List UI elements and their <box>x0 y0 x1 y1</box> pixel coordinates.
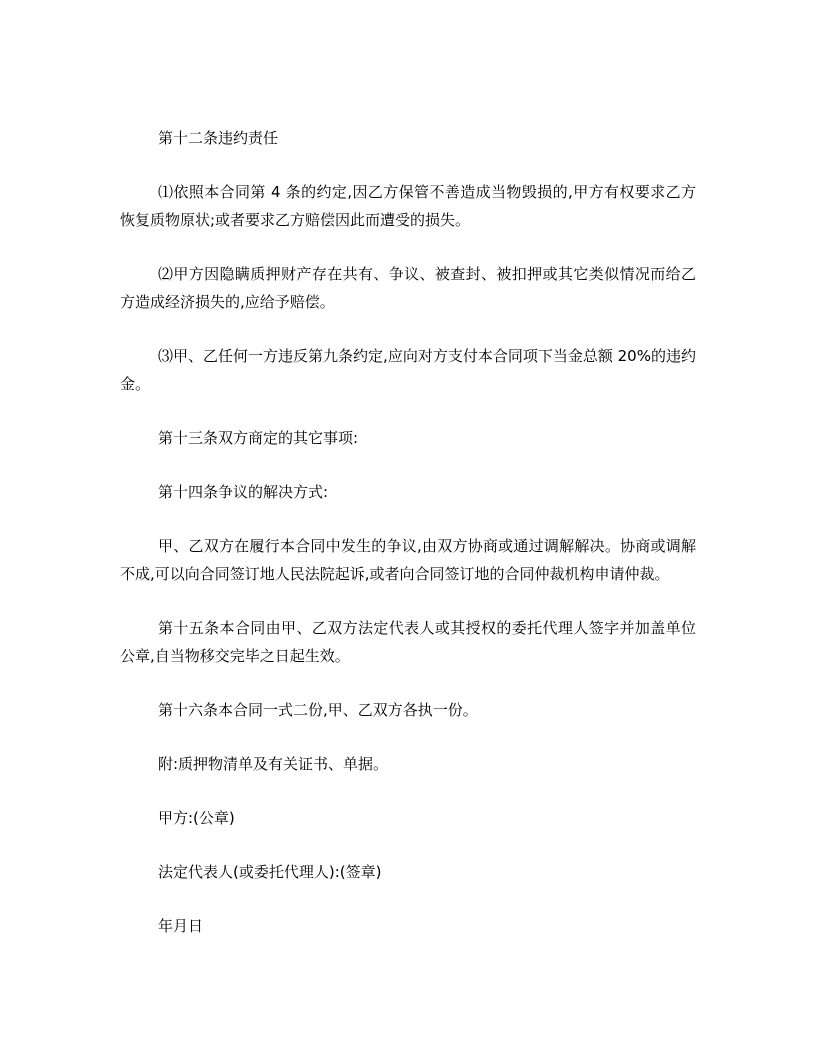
article-12-clause-3: ⑶甲、乙任何一方违反第九条约定,应向对方支付本合同项下当金总额 20%的违约金。 <box>120 347 696 393</box>
article-12-clause-2: ⑵甲方因隐瞒质押财产存在共有、争议、被查封、被扣押或其它类似情况而给乙方造成经济损失的,应给予赔偿。 <box>120 265 696 311</box>
date-line: 年月日 <box>158 917 204 935</box>
article-15-text: 第十五条本合同由甲、乙双方法定代表人或其授权的委托代理人签字并加盖单位公章,自当物移交完毕之日起生效。 <box>120 619 696 665</box>
article-16-text: 第十六条本合同一式二份,甲、乙双方各执一份。 <box>158 701 478 719</box>
party-a-seal-line: 甲方:(公章) <box>158 809 235 827</box>
dispute-resolution-text: 甲、乙双方在履行本合同中发生的争议,由双方协商或通过调解解决。协商或调解不成,可以向合同签订地人民法院起诉,或者向合同签订地的合同仲裁机构申请仲裁。 <box>120 537 696 583</box>
article-12-heading: 第十二条违约责任 <box>158 129 279 147</box>
legal-representative-signature-line: 法定代表人(或委托代理人):(签章) <box>158 863 382 881</box>
article-13-heading: 第十三条双方商定的其它事项: <box>158 429 359 447</box>
article-12-clause-1: ⑴依照本合同第 4 条的约定,因乙方保管不善造成当物毁损的,甲方有权要求乙方恢复质物原状;或者要求乙方赔偿因此而遭受的损失。 <box>120 183 696 229</box>
article-14-heading: 第十四条争议的解决方式: <box>158 483 329 501</box>
document-body <box>120 124 696 966</box>
attachment-note: 附:质押物清单及有关证书、单据。 <box>158 755 389 773</box>
